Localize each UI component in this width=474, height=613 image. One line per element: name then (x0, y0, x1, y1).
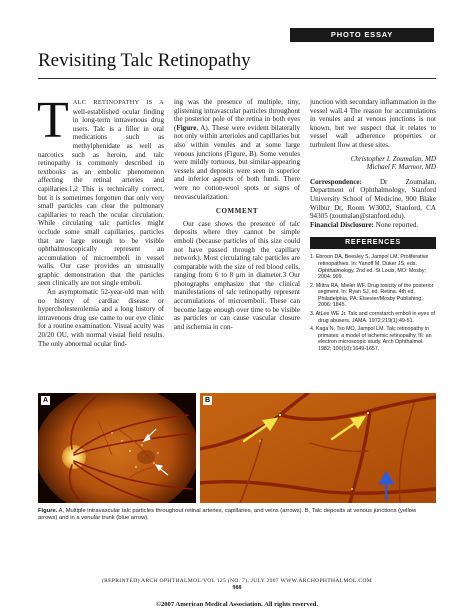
correspondence (310, 178, 436, 221)
disclosure-label: Financial Disclosure: (310, 220, 374, 229)
drop-cap: T (37, 92, 69, 149)
intro-lead: ALC RETINOPATHY IS A (72, 99, 164, 106)
disclosure-text: None reported. (375, 220, 419, 229)
references-heading: REFERENCES (310, 237, 436, 249)
column-3 (310, 98, 436, 355)
figure-caption (38, 508, 436, 523)
author-2: Michael F. Marmor, MD (366, 163, 436, 172)
panel-a-label: A (42, 397, 49, 404)
intro-paragraph (37, 92, 164, 288)
figure (38, 393, 436, 503)
financial-disclosure (310, 221, 436, 230)
findings-text-b: , A). These were evident bilaterally not only within arterioles and capillaries but also within venules and at some large venous junctions (Figure, B). Some venules were mildly tortuous, but similar-appearing vessels and deposits were seen in superior and inferior aspects of both fundi. There were no cotton-wool spots or signs of neovascularization. (174, 123, 300, 201)
page-number: 988 (232, 585, 242, 591)
comment-paragraph: Our case shows the presence of talc deposits where they cannot be simple emboli (because particles of this size could not have passed through the capillary network). Most circulating talc particles are comparable with the size of red blood cells, ranging from 6 to 8 μm in diameter.3 Our photographs emphasize that the clinical manifestations of talc retinopathy represent accumulations of microemboli. These can become large enough over time to be visible as particles or can cause vascular closure and ischemia in con- (174, 219, 300, 331)
fundus-photo-a (38, 393, 196, 503)
journal-footer: (REPRINTED) ARCH OPHTHALMOL/VOL 125 (NO. 7), JULY 2007 WWW.ARCHOPHTHALMOL.COM (101, 578, 373, 584)
title-rule (38, 78, 436, 79)
author-1: Christopher I. Zoumalan, MD (350, 154, 436, 163)
correspondence-text: Dr Zoumalan, Department of Ophthalmology, Stanford University School of Medicine, 900 Blake Wilbur Dr, Room W3002, Stanford, CA 94305 (zoumalan@stanford.edu). (310, 177, 436, 221)
caption-label: Figure. (38, 508, 58, 514)
figure-panel-a (38, 393, 196, 503)
findings-paragraph (174, 98, 300, 201)
column-1 (37, 92, 164, 348)
intro-body: well-established ocular finding in long-term intravenous drug users. Talc is a filler in oral medications such as methylphenidate as well as narcotics such as heroin, and talc retinopathy is commonly described in textbooks as an embolic phenomenon affecting the retinal arteries and capillaries.1,2 This is technically correct, but it is sometimes forgotten that only very small particles can clear the pulmonary capillaries to reach the ocular circulation. While circulating talc particles might occlude some small capillaries, particles that are large enough to be visible ophthalmoscopically represent an accumulation of microemboli in vessel walls. Our case provides an unusually graphic demonstration that the particles seen clinically are not single emboli. (38, 107, 164, 288)
reference-item: 2. Mittra RA, Mieler WF. Drug toxicity of the posterior segment. In: Ryan SJ, ed. Retina. 4th ed. Philadelphia, PA: Elsevier/Mosby Publishing; 2006: 1845. (310, 282, 434, 309)
findings-text-a: ing was the presence of multiple, tiny, glistening intravascular particles throughout the posterior pole of the retina in both eyes ( (174, 98, 300, 132)
reference-item: 3. AtLee WE Jr. Talc and cornstarch emboli in eyes of drug abusers. JAMA. 1972;219(1):49-51. (310, 311, 436, 324)
copyright: ©2007 American Medical Association. All rights reserved. (156, 601, 318, 608)
continuation-paragraph: junction with secondary inflammation in the vessel wall.4 The reason for accumulations in venules and at venous junctions is not known, but we suspect that it relates to vessel wall adherence properties or turbulent flow at these sites. (310, 98, 436, 149)
caption-text: A, Multiple intravascular talc particles throughout retinal arteries, capillaries, and veins (arrows). B, Talc deposits at venous junctions (yellow arrows) and in a venular trunk (blue arrow). (38, 508, 417, 522)
section-banner: PHOTO ESSAY (290, 28, 434, 42)
correspondence-label: Correspondence: (310, 177, 362, 186)
fundus-photo-b (200, 393, 436, 503)
references-list (310, 254, 436, 352)
reference-item: 1. Ebroon DA, Beesley S, Jampol LM. Proliferative retinopathies. In: Yanoff M, Duker JS, eds. Ophthalmology. 2nd ed. St Louis, MO: Mosby; 2004: 909. (310, 254, 429, 281)
panel-b-label: B (204, 397, 211, 404)
comment-heading: COMMENT (215, 207, 259, 216)
article-title: Revisiting Talc Retinopathy (38, 50, 251, 71)
reference-item: 4. Kaga N, Tso MO, Jampol LM. Talc retinopathy in primates: a model of ischemic retinopathy, III: an electron microscopic study. Arch Ophthalmol. 1982; 100(10):1649-1657. (310, 326, 432, 353)
case-paragraph: An asymptomatic 52-year-old man with no history of cardiac disease or hypercholesterolemia and a long history of intravenous drug use came to our eye clinic for a routine examination. Visual acuity was 20/20 OU, with normal visual field results. The only abnormal ocular find- (38, 288, 164, 348)
figure-panel-b (200, 393, 436, 503)
author-block (310, 155, 436, 172)
figure-reference: Figure (176, 123, 197, 132)
column-2 (174, 98, 300, 331)
